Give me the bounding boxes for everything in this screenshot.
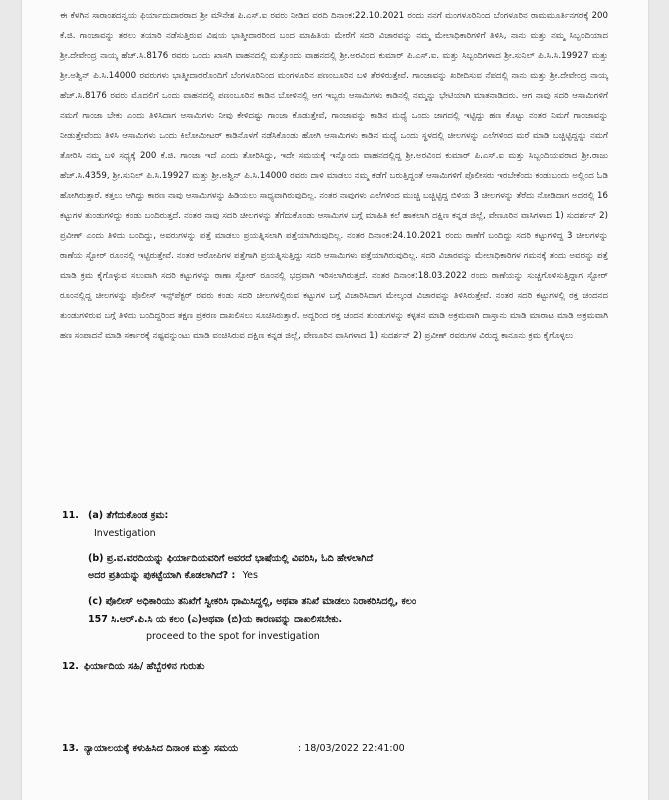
refusal-reason-value: proceed to the spot for investigation <box>146 631 320 642</box>
item-11-number: 11. <box>62 510 79 521</box>
sent-to-court-datetime: : 18/03/2022 22:41:00 <box>298 743 405 754</box>
action-taken-value: Investigation <box>94 528 156 539</box>
refusal-reason-label-line2: 157 ಸಿ.ಆರ್.ಪಿ.ಸಿ ಯ ಕಲಂ (ಎ)ಅಥವಾ (ಬಿ)ಯ ಕಾರಣವನ್ನು ದಾಖಲಿಸಬೇಕು. <box>88 614 343 625</box>
copy-given-label-text: ಅದರ ಪ್ರತಿಯನ್ನು ಪುಕಟ್ಟೆಯಾಗಿ ಕೊಡಲಾಗಿದೆ? : <box>88 570 236 581</box>
action-taken-label: (a) ತೆಗೆದುಕೊಂಡ ಕ್ರಮ: <box>88 510 169 521</box>
item-13-number: 13. <box>62 743 79 754</box>
document-page <box>22 0 648 800</box>
refusal-reason-label-line1: (c) ಪೊಲೀಸ್ ಅಧಿಕಾರಿಯು ತನಿಖೆಗೆ ಸ್ವೀಕರಿಸಿ ಧಾಮಿಸಿದ್ದಲ್ಲಿ, ಅಥವಾ ತನಿಖೆ ಮಾಡಲು ನಿರಾಕರಿಸಿದಲ್ಲಿ, ಕಲಂ <box>88 596 417 607</box>
copy-given-label <box>88 570 258 581</box>
complainant-signature-label: ಫಿರ್ಯಾದಿಯ ಸಹಿ/ ಹೆಬ್ಬೆರಳಿನ ಗುರುತು <box>84 661 205 672</box>
sent-to-court-label: ನ್ಯಾಯಾಲಯಕ್ಕೆ ಕಳುಹಿಸಿದ ದಿನಾಂಕ ಮತ್ತು ಸಮಯ <box>84 743 239 754</box>
fir-summary-paragraph: ಈ ಕೆಳಗಿನ ಸಾರಾಂಶದನ್ವಯ ಫಿರ್ಯಾದುದಾರರಾದ ಶ್ರೀ ಮೌನೇಶ ಪಿ.ಎಸ್.ಐ ರವರು ನೀಡಿದ ವರದಿ ದಿನಾಂಕ:22.10.2021 ರಂದು ನನಗೆ ಮಂಗಳೂರಿನಿಂದ ಬೆಂಗಳೂರಿನ ರಾಮಮೂರ್ತಿನಗರಕ್ಕೆ 200 ಕೆ.ಜಿ. ಗಾಂಜಾವನ್ನು ತರಲು ತಯಾರಿ ನಡೆಸುತ್ತಿರುವ ವಿಷಯ ಭಾತ್ಮೀದಾರರಿಂದ ಬಂದ ಮಾಹಿತಿಯ ಮೇರೆಗೆ ಸದರಿ ವಿಚಾರವನ್ನು ನಮ್ಮ ಮೇಲಾಧಿಕಾರಿಗಳಿಗೆ ತಿಳಿಸಿ, ನಾನು ಮತ್ತು ನಮ್ಮ ಸಿಬ್ಬಂದಿಯಾದ ಶ್ರೀ.ದೇವೇಂದ್ರ ನಾಯ್ಕ ಹೆಚ್.ಸಿ.8176 ರವರು ಒಂದು ಖಾಸಗಿ ವಾಹನದಲ್ಲಿ ಮತ್ತೊಂದು ವಾಹನದಲ್ಲಿ ಶ್ರೀ.ಅರವಿಂದ ಕುಮಾರ್ ಪಿ.ಎಸ್.ಐ. ಮತ್ತು ಸಿಬ್ಬಂದಿಗಳಾದ ಶ್ರೀ.ಸುನಿಲ್ ಪಿ.ಸಿ.ಸಿ.19927 ಮತ್ತು ಶ್ರೀ.ಅಶ್ವಿನ್ ಪಿ.ಸಿ.14000 ರವರುಗಳು ಭಾತ್ಮೀದಾರರೊಂದಿಗೆ ಬೆಂಗಳೂರಿನಿಂದ ಮಂಗಳೂರಿನ ಪಣಂಬೂರಿನ ಬಳಿ ತೆರಳಿರುತ್ತೇವೆ. ಗಾಂಜಾವನ್ನು ಖರೀದಿಸುವ ನೆಪದಲ್ಲಿ ನಾನು ಮತ್ತು ಶ್ರೀ.ದೇವೇಂದ್ರ ನಾಯ್ಕ ಹೆಚ್.ಸಿ.8176 ರವರು ಮೊದಲಿಗೆ ಒಂದು ವಾಹನದಲ್ಲಿ ಪಣಂಬೂರಿನ ಕಾಡಿನ ಬೋಳಿನಲ್ಲಿ ಆಗ ಇಬ್ಬರು ಆಸಾಮಿಗಳು ಕಾಡಿನಲ್ಲಿ ನಮ್ಮನ್ನು ಭೇಟಿಯಾಗಿ ಮಾತನಾಡಿದರು. ಆಗ ನಾವು ಸದರಿ ಆಸಾಮಿಗಳಿಗೆ ನಮಗೆ ಗಾಂಜಾ ಬೇಕು ಎಂದು ತಿಳಿಸಿದಾಗ ಆಸಾಮಿಗಳು ನೀವು ಕೇಳಿದಷ್ಟು ಗಾಂಜಾ ಕೊಡುತ್ತೇವೆ, ಗಾಂಜಾವನ್ನು ಕಾಡಿನ ಮಧ್ಯೆ ಒಂದು ಜಾಗದಲ್ಲಿ ಇಟ್ಟಿದ್ದು ಹಣ ಕೊಟ್ಟು ನಂತರ ನಿಮಗೆ ಗಾಂಜಾವನ್ನು ನೀಡುತ್ತೇವೆಂದು ತಿಳಿಸಿ ಆಸಾಮಿಗಳು ಒಂದು ಕಿಲೋಮೀಟರ್ ಕಾಡಿನೊಳಗೆ ನಡೆಸಿಕೊಂಡು ಹೋಗಿ ಆಸಾಮಿಗಳು ಕಾಡಿನ ಮಧ್ಯೆ ಒಂದು ಸ್ಥಳದಲ್ಲಿ ಚೀಲಗಳನ್ನು ಎಲೆಗಳಿಂದ ಮರೆ ಮಾಡಿ ಬಚ್ಚಿಟ್ಟಿದ್ದನ್ನು ನಮಗೆ ತೋರಿಸಿ ನಮ್ಮ ಬಳಿ ಸಧ್ಯಕ್ಕೆ 200 ಕೆ.ಜಿ. ಗಾಂಜಾ ಇದೆ ಎಂದು ತೋರಿಸಿದ್ದು, ಇದೇ ಸಮಯಕ್ಕೆ ಇನ್ನೊಂದು ವಾಹನದಲ್ಲಿದ್ದ ಶ್ರೀ.ಅರವಿಂದ ಕುಮಾರ್ ಪಿ.ಎಸ್.ಐ ಮತ್ತು ಸಿಬ್ಬಂದಿಯವರಾದ ಶ್ರೀ.ರಾಜು ಹೆಚ್.ಸಿ.4359, ಶ್ರೀ.ಸುನಿಲ್ ಪಿ.ಸಿ.19927 ಮತ್ತು ಶ್ರೀ.ಅಶ್ವಿನ್ ಪಿ.ಸಿ.14000 ರವರು ದಾಳಿ ಮಾಡಲು ನಮ್ಮ ಕಡೆಗೆ ಬರುತ್ತಿದ್ದಂತೆ ಆಸಾಮಿಗಳಿಗೆ ಪೊಲೀಸರು ಇರಬೇಕೆಂದು ಕಂಡುಬಂದು ಅಲ್ಲಿಂದ ಓಡಿ ಹೋಗಿರುತ್ತಾರೆ. ಕತ್ತಲು ಆಗಿದ್ದು ಕಾರಣ ನಾವು ಆಸಾಮಿಗಳನ್ನು ಹಿಡಿಯಲು ಸಾಧ್ಯವಾಗಿರುವುದಿಲ್ಲ. ನಂತರ ನಾವುಗಳು ಎಲೆಗಳಿಂದ ಮುಚ್ಚಿ ಬಚ್ಚಿಟ್ಟಿದ್ದ ಬಿಳಿಯ 3 ಚೀಲಗಳನ್ನು ತೆರೆದು ನೋಡಿದಾಗ ಅದರಲ್ಲಿ 16 ಕಟ್ಟುಗಳ ತುಂಡುಗಳಿದ್ದು ಕಂಡು ಬಂದಿರುತ್ತದೆ. ನಂತರ ನಾವು ಸದರಿ ಚೀಲಗಳನ್ನು ತೆಗೆದುಕೊಂಡು ಆಸಾಮಿಗಳ ಬಗ್ಗೆ ಮಾಹಿತಿ ಕಲೆ ಹಾಕಲಾಗಿ ದಕ್ಷಿಣ ಕನ್ನಡ ಜಿಲ್ಲೆ, ವೇಣೂರಿನ ವಾಸಿಗಳಾದ 1) ಸುದರ್ಶನ್ 2) ಪ್ರವೀಣ್ ಎಂದು ತಿಳಿದು ಬಂದಿದ್ದು, ಅವರುಗಳನ್ನು ಪತ್ತೆ ಮಾಡಲು ಪ್ರಯತ್ನಿಸಲಾಗಿ ಪತ್ತೆಯಾಗಿರುವುದಿಲ್ಲ. ನಂತರ ದಿನಾಂಕ:24.10.2021 ರಂದು ಠಾಣೆಗೆ ಬಂದಿದ್ದು ಸದರಿ ಕಟ್ಟುಗಳಿದ್ದ 3 ಚೀಲಗಳನ್ನು ಠಾಣೆಯ ಸ್ಟೋರ್ ರೂಂನಲ್ಲಿ ಇಟ್ಟಿರುತ್ತೇವೆ. ನಂತರ ಆರೋಪಿಗಳ ಪತ್ತೆಗಾಗಿ ಪ್ರಯತ್ನಿಸುತ್ತಿದ್ದು ಸದರಿ ಆಸಾಮಿಗಳು ಪತ್ತೆಯಾಗಿರುವುದಿಲ್ಲ. ಸದರಿ ವಿಚಾರವನ್ನು ಮೇಲಾಧಿಕಾರಿಗಳ ಗಮನಕ್ಕೆ ತಂದು ಅವರನ್ನು ಪತ್ತೆ ಮಾಡಿ ಕ್ರಮ ಕೈಗೊಳ್ಳುವ ಸಲುವಾಗಿ ಸದರಿ ಕಟ್ಟುಗಳನ್ನು ಠಾಣಾ ಸ್ಟೋರ್ ರೂಂನಲ್ಲಿ ಭದ್ರವಾಗಿ ಇರಿಸಲಾಗಿರುತ್ತದೆ. ನಂತರ ದಿನಾಂಕ:18.03.2022 ರಂದು ಠಾಣೆಯನ್ನು ಸುಚ್ಚಗೊಳಿಸುತ್ತಿದ್ದಾಗ ಸ್ಟೋರ್ ರೂಂನಲ್ಲಿದ್ದ ಚೀಲಗಳನ್ನು ಪೊಲೀಸ್ ಇನ್ಸ್‌ಪೆಕ್ಟರ್ ರವರು ಕಂಡು ಸದರಿ ಚೀಲಗಳಲ್ಲಿರುವ ಕಟ್ಟುಗಳ ಬಗ್ಗೆ ವಿಚಾರಿಸಿದಾಗ ಮೇಲ್ಕಂಡ ವಿಚಾರವನ್ನು ತಿಳಿಸಿರುತ್ತೇವೆ. ನಂತರ ಸದರಿ ಕಟ್ಟುಗಳಲ್ಲಿ ರಕ್ತ ಚಂದನದ ತುಂಡುಗಳಿರುವ ಬಗ್ಗೆ ತಿಳಿದು ಬಂದಿದ್ದರಿಂದ ತಕ್ಷಣ ಪ್ರಕರಣ ದಾಖಲಿಸಲು ಸೂಚಿಸಿರುತ್ತಾರೆ. ಅದ್ದರಿಂದ ರಕ್ತ ಚಂದನ ತುಂಡುಗಳನ್ನು ಕಳ್ಳತನ ಮಾಡಿ ಅಕ್ರಮವಾಗಿ ದಾಸ್ತಾನು ಮಾಡಿ ಮಾರಾಟ ಮಾಡಿ ಅಕ್ರಮವಾಗಿ ಹಣ ಸಂಪಾದನೆ ಮಾಡಿ ಸರ್ಕಾರಕ್ಕೆ ನಷ್ಟವನ್ನುಂಟು ಮಾಡಿ ವಂಚಿಸಿರುವ ದಕ್ಷಿಣ ಕನ್ನಡ ಜಿಲ್ಲೆ, ವೇಣೂರಿನ ವಾಸಿಗಳಾದ 1) ಸುದರ್ಶನ್ 2) ಪ್ರವೀಣ್ ರವರುಗಳ ವಿರುದ್ಧ ಕಾನೂನು ಕ್ರಮ ಕೈಗೊಳ್ಳಲು <box>60 11 608 341</box>
copy-given-value: Yes <box>242 570 258 581</box>
item-12-number: 12. <box>62 661 79 672</box>
fir-read-over-label: (b) ಪ್ರ.ವ.ವರದಿಯನ್ನು ಫಿರ್ಯಾದಿಯವರಿಗೆ ಅವರದೆ ಭಾಷೆಯಲ್ಲಿ ವಿವರಿಸಿ, ಓದಿ ಹೇಳಲಾಗಿದೆ <box>88 553 374 564</box>
